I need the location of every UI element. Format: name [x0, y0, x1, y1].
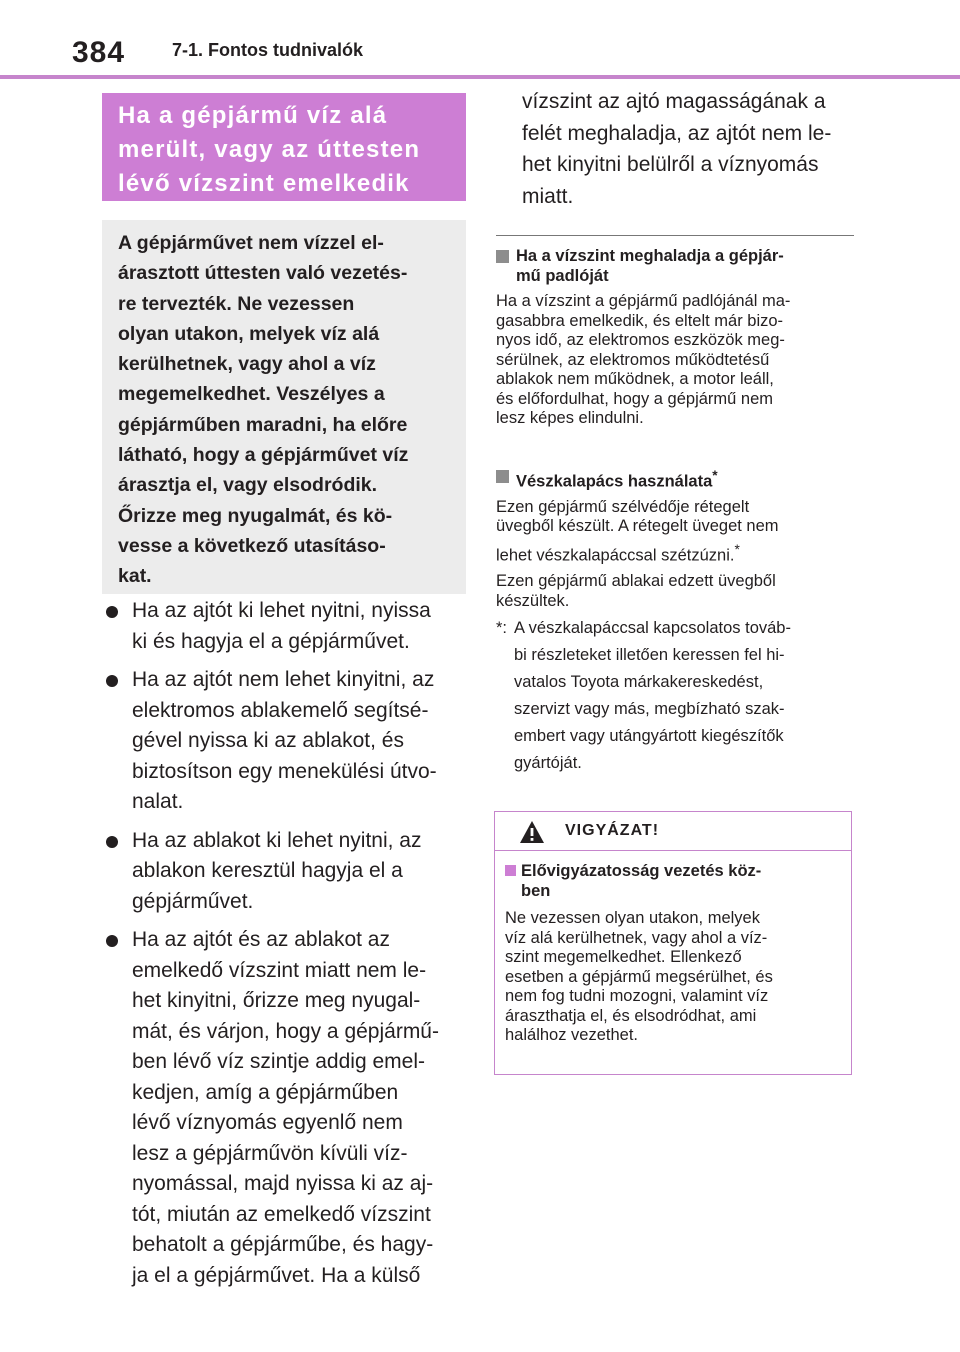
intro-line: A gépjárművet nem vízzel el- — [118, 232, 384, 254]
warning-header — [495, 812, 851, 851]
asterisk: * — [712, 468, 718, 483]
bullet-dot-icon — [106, 606, 118, 618]
bullet-dot-icon — [106, 836, 118, 848]
list-line: Ha az ajtót és az ablakot az — [132, 928, 390, 951]
list-line: ablakon keresztül hagyja el a — [132, 859, 403, 882]
section-heading — [496, 466, 858, 492]
section-title: 7-1. Fontos tudnivalók — [172, 40, 364, 60]
list-line: het kinyitni, őrizze meg nyugal- — [132, 989, 421, 1012]
instruction-list — [102, 596, 472, 1299]
body-line: Ezen gépjármű szélvédője rétegelt — [496, 497, 750, 516]
list-line: elektromos ablakemelő segítsé- — [132, 698, 429, 722]
intro-line: árasztott úttesten való vezetés- — [118, 262, 408, 285]
title-line: merült, vagy az úttesten — [118, 136, 421, 163]
body-line: Ne vezessen olyan utakon, melyek — [505, 909, 760, 927]
body-line: sérülnek, az elektromos működtetésű — [496, 350, 770, 369]
body-line: Ezen gépjármű ablakai edzett üvegből — [496, 572, 776, 590]
asterisk: * — [734, 541, 740, 557]
intro-box — [102, 220, 466, 594]
list-item — [102, 826, 472, 918]
square-bullet-icon — [505, 865, 516, 876]
floor-water-section — [496, 246, 858, 429]
intro-line: megemelkedhet. Veszélyes a — [118, 383, 385, 406]
list-line: biztosítson egy menekülési útvo- — [132, 759, 437, 783]
list-line: emelkedő vízszint miatt nem le- — [132, 958, 427, 982]
footnote-line: vatalos Toyota márkakereskedést, — [514, 673, 764, 691]
body-line: Ha a vízszint a gépjármű padlójánál ma- — [496, 292, 791, 310]
continuation-text — [522, 86, 858, 212]
list-item — [102, 925, 472, 1291]
list-line: lévő víznyomás egyenlő nem — [132, 1111, 403, 1134]
header-rule — [0, 75, 960, 79]
hammer-section — [496, 466, 858, 777]
page-number: 384 — [72, 36, 126, 69]
list-line: ben lévő víz szintje addig emel- — [132, 1050, 425, 1073]
divider — [496, 235, 854, 236]
body-line: halálhoz vezethet. — [505, 1026, 639, 1044]
intro-line: gépjárműben maradni, ha előre — [118, 413, 408, 436]
list-line: Ha az ablakot ki lehet nyitni, az — [132, 828, 422, 852]
body-line: áraszthatja el, és elsodródhat, ami — [505, 1006, 757, 1025]
body-line: esetben a gépjármű megsérülhet, és — [505, 967, 773, 986]
body-line: szint megemelkedhet. Ellenkező — [505, 948, 742, 966]
intro-line: re tervezték. Ne vezessen — [118, 292, 355, 315]
list-line: Ha az ajtót ki lehet nyitni, nyissa — [132, 599, 431, 622]
bullet-dot-icon — [106, 935, 118, 947]
intro-line: olyan utakon, melyek víz alá — [118, 322, 380, 345]
cont-line: vízszint az ajtó magasságának a — [522, 90, 826, 113]
list-line: ki és hagyja el a gépjárművet. — [132, 629, 410, 653]
body-line: és előfordulhat, hogy a gépjármű nem — [496, 389, 774, 408]
intro-line: kat. — [118, 565, 152, 588]
heading-line: mű padlóját — [516, 267, 609, 285]
warning-title: VIGYÁZAT! — [565, 822, 660, 839]
title-line: lévő vízszint emelkedik — [118, 170, 410, 197]
list-line: mát, és várjon, hogy a gépjármű- — [132, 1019, 439, 1043]
list-line: behatolt a gépjárműbe, és hagy- — [132, 1233, 434, 1256]
intro-line: árasztja el, vagy elsodródik. — [118, 474, 378, 497]
body-line: lesz képes elindulni. — [496, 409, 644, 427]
cont-line: het kinyitni belülről a víznyomás — [522, 153, 819, 176]
body-line — [496, 537, 858, 569]
cont-line: felét meghaladja, az ajtót nem le- — [522, 121, 832, 145]
square-bullet-icon — [496, 250, 509, 263]
list-line: nyomással, majd nyissa ki az aj- — [132, 1172, 434, 1195]
warning-body — [495, 851, 851, 1046]
list-line: gépjárművet. — [132, 889, 254, 913]
intro-line: kerülhetnek, vagy ahol a víz — [118, 353, 376, 376]
warning-triangle-icon — [519, 820, 545, 844]
intro-line: látható, hogy a gépjárművet víz — [118, 444, 409, 467]
body-line: üvegből készült. A rétegelt üveget nem — [496, 517, 779, 535]
list-line: nalat. — [132, 790, 184, 813]
body-line: gasabbra emelkedik, és eltelt már bizo- — [496, 311, 784, 330]
footnote-line: bi részleteket illetően keressen fel hi- — [514, 646, 785, 664]
line-text: lehet vészkalapáccsal szétzúzni. — [496, 546, 735, 564]
heading-text: Vészkalapács használata — [516, 472, 713, 491]
warning-box — [494, 811, 852, 1075]
bullet-dot-icon — [106, 675, 118, 687]
footnote — [496, 615, 858, 777]
heading-line: ben — [521, 882, 551, 900]
section-body — [496, 572, 858, 611]
intro-line: vesse a következő utasításo- — [118, 534, 386, 557]
list-line: tót, miután az emelkedő vízszint — [132, 1202, 431, 1226]
footnote-line: A vészkalapáccsal kapcsolatos továb- — [514, 619, 791, 637]
section-body — [496, 292, 858, 429]
square-bullet-icon — [496, 470, 509, 483]
footnote-line: gyártóját. — [514, 754, 582, 772]
intro-line: Őrizze meg nyugalmát, és kö- — [118, 504, 393, 527]
footnote-line: embert vagy utángyártott kiegészítők — [514, 727, 784, 745]
body-line: nyos idő, az elektromos eszközök meg- — [496, 331, 785, 349]
heading-line: Elővigyázatosság vezetés köz- — [521, 862, 762, 880]
footnote-line: szervizt vagy más, megbízható szak- — [514, 700, 785, 718]
list-line: lesz a gépjárművön kívüli víz- — [132, 1141, 408, 1165]
title-line: Ha a gépjármű víz alá — [118, 102, 388, 129]
list-line: gével nyissa ki az ablakot, és — [132, 729, 404, 752]
list-line: ja el a gépjárművet. Ha a külső — [132, 1263, 421, 1287]
topic-title-box — [102, 93, 466, 201]
footnote-mark: *: — [496, 619, 508, 637]
body-line: nem fog tudni mozogni, valamint víz — [505, 987, 769, 1005]
warning-heading — [505, 861, 841, 901]
cont-line: miatt. — [522, 184, 574, 208]
list-line: kedjen, amíg a gépjárműben — [132, 1080, 399, 1104]
body-line: készültek. — [496, 591, 570, 610]
body-line: ablakok nem működnek, a motor leáll, — [496, 370, 774, 388]
list-line: Ha az ajtót nem lehet kinyitni, az — [132, 668, 435, 691]
list-item — [102, 596, 472, 657]
warning-text — [505, 909, 841, 1046]
list-item — [102, 665, 472, 818]
body-line: víz alá kerülhetnek, vagy ahol a víz- — [505, 928, 768, 947]
section-body — [496, 498, 858, 569]
section-heading — [496, 246, 858, 286]
heading-line: Ha a vízszint meghaladja a gépjár- — [516, 247, 784, 265]
